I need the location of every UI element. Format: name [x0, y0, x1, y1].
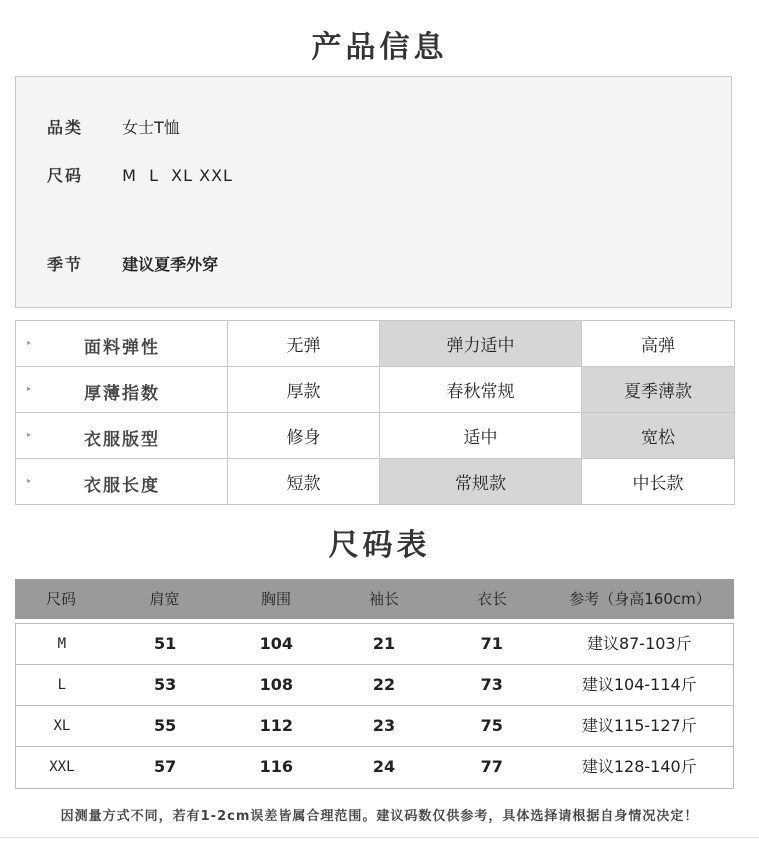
cell-sleeve: 21: [372, 634, 396, 653]
size-row: [47, 163, 233, 186]
category-row: [47, 115, 180, 138]
size-chart-title: 尺码表: [328, 528, 431, 563]
attribute-option: 宽松: [582, 413, 735, 459]
size-chart-body: [15, 623, 734, 789]
cell-sleeve: 24: [372, 757, 396, 776]
cell-length: 77: [480, 757, 503, 776]
attribute-row: [16, 413, 735, 459]
cell-shoulder: 53: [153, 675, 177, 694]
cell-reference: 建议128-140斤: [581, 757, 697, 776]
attribute-option: 春秋常规: [380, 367, 582, 413]
attribute-option: 适中: [380, 413, 582, 459]
cell-length: 71: [480, 634, 503, 653]
size-chart-header: [15, 579, 734, 619]
season-row: [47, 252, 218, 275]
triangle-right-icon: ▸: [27, 429, 34, 439]
header-size: 尺码: [45, 590, 76, 608]
size-value: M L XL XXL: [122, 166, 233, 185]
season-label: 季节: [47, 255, 84, 274]
cell-size: L: [57, 677, 67, 693]
cell-shoulder: 51: [153, 634, 177, 653]
attribute-option: 高弹: [582, 321, 735, 367]
attribute-option: 常规款: [380, 459, 582, 505]
attribute-label: 衣服长度: [84, 475, 160, 496]
triangle-right-icon: ▸: [27, 475, 34, 485]
cell-size: XXL: [49, 759, 75, 775]
attribute-option: 短款: [228, 459, 380, 505]
attribute-row-header: [16, 413, 228, 459]
attribute-option: 弹力适中: [380, 321, 582, 367]
attribute-label: 厚薄指数: [84, 383, 160, 404]
header-length: 衣长: [476, 590, 507, 608]
attribute-row: [16, 459, 735, 505]
season-value: 建议夏季外穿: [122, 255, 219, 274]
cell-chest: 112: [259, 716, 293, 735]
cell-chest: 108: [259, 675, 293, 694]
cell-reference: 建议115-127斤: [581, 716, 697, 735]
attribute-option: 中长款: [582, 459, 735, 505]
cell-chest: 116: [259, 757, 293, 776]
measurement-note: 因测量方式不同，若有1-2cm误差皆属合理范围。建议码数仅供参考，具体选择请根据自身情况决定！: [60, 809, 699, 824]
table-row: [16, 747, 733, 788]
triangle-right-icon: ▸: [27, 337, 34, 347]
attribute-row-header: [16, 367, 228, 413]
table-row: [16, 624, 733, 665]
attribute-option: 修身: [228, 413, 380, 459]
cell-length: 75: [480, 716, 503, 735]
cell-shoulder: 57: [153, 757, 177, 776]
triangle-right-icon: ▸: [27, 383, 34, 393]
cell-length: 73: [480, 675, 503, 694]
attribute-row: [16, 367, 735, 413]
product-info-box: [15, 76, 732, 308]
cell-shoulder: 55: [153, 716, 177, 735]
header-shoulder: 肩宽: [149, 590, 180, 608]
cell-size: XL: [53, 718, 71, 734]
header-reference: 参考（身高160cm）: [569, 590, 711, 608]
cell-sleeve: 23: [372, 716, 396, 735]
attribute-table: [15, 320, 735, 505]
table-row: [16, 665, 733, 706]
cell-size: M: [57, 636, 67, 652]
header-sleeve: 袖长: [368, 590, 399, 608]
bottom-divider: [0, 837, 759, 838]
cell-sleeve: 22: [372, 675, 396, 694]
cell-chest: 104: [259, 634, 293, 653]
attribute-row-header: [16, 459, 228, 505]
product-info-title: 产品信息: [311, 30, 448, 65]
attribute-label: 面料弹性: [84, 337, 160, 358]
attribute-label: 衣服版型: [84, 429, 160, 450]
category-value: 女士T恤: [122, 118, 180, 137]
attribute-option: 厚款: [228, 367, 380, 413]
table-row: [16, 706, 733, 747]
cell-reference: 建议104-114斤: [581, 675, 697, 694]
size-label: 尺码: [47, 166, 84, 185]
attribute-option: 夏季薄款: [582, 367, 735, 413]
header-chest: 胸围: [260, 590, 291, 608]
category-label: 品类: [47, 118, 84, 137]
attribute-row-header: [16, 321, 228, 367]
attribute-option: 无弹: [228, 321, 380, 367]
attribute-row: [16, 321, 735, 367]
cell-reference: 建议87-103斤: [586, 634, 692, 653]
